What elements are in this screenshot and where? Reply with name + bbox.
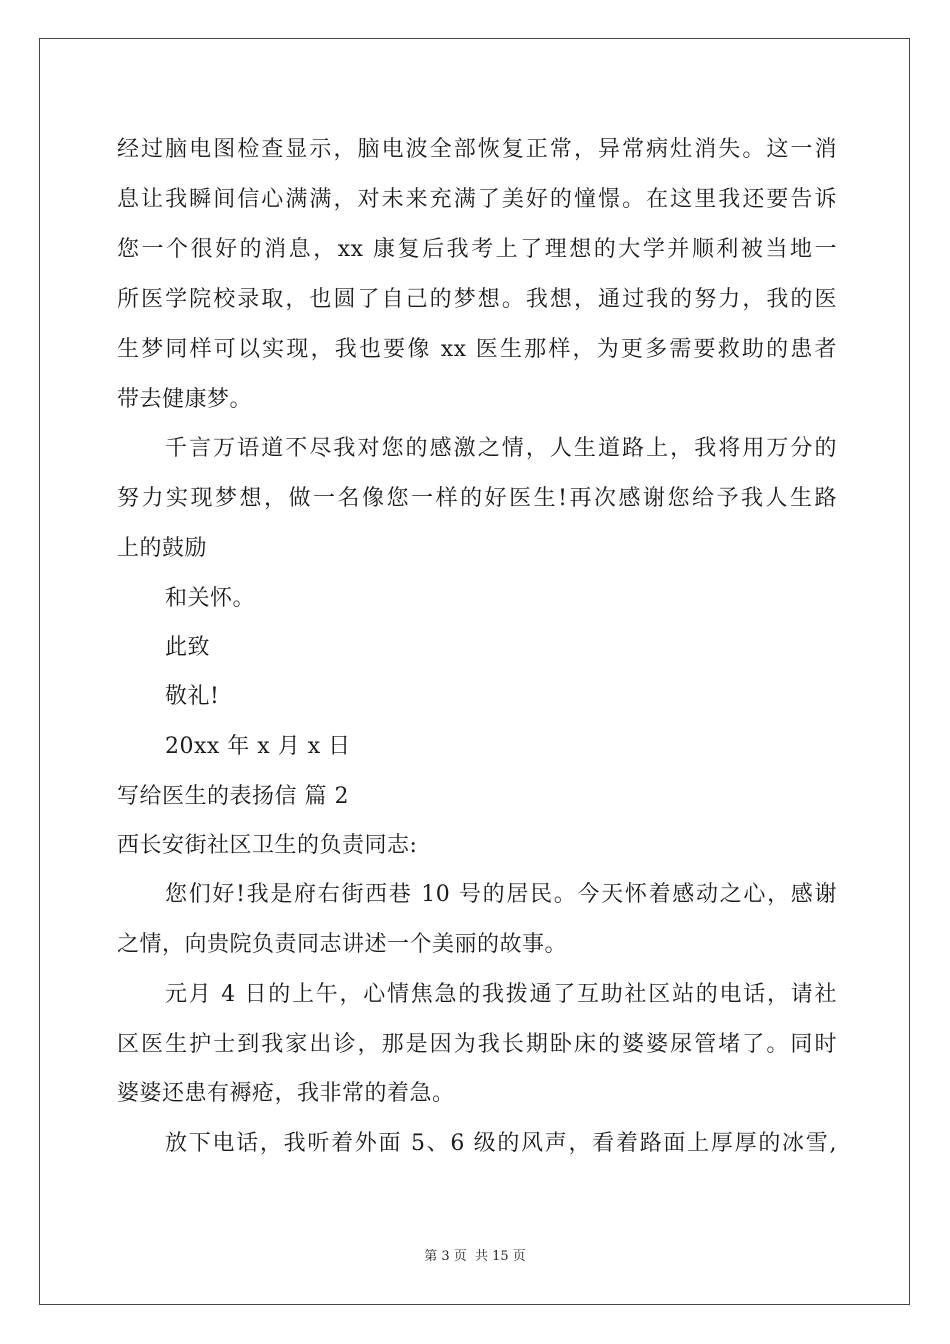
paragraph-line: 您们好!我是府右街西巷 10 号的居民。今天怀着感动之心，感谢: [165, 882, 837, 907]
paragraph-line: 经过脑电图检查显示，脑电波全部恢复正常，异常病灶消失。这一消: [117, 137, 837, 162]
paragraph-line: 婆婆还患有褥疮，我非常的着急。: [117, 1081, 455, 1106]
paragraph-line: 和关怀。: [165, 586, 256, 611]
paragraph-line: 息让我瞬间信心满满，对未来充满了美好的憧憬。在这里我还要告诉: [117, 187, 837, 212]
section-heading: 写给医生的表扬信 篇 2: [117, 784, 349, 809]
page-footer: [0, 1249, 950, 1265]
paragraph-line: 千言万语道不尽我对您的感激之情，人生道路上，我将用万分的: [165, 436, 837, 461]
closing-regards: 敬礼!: [165, 684, 220, 709]
letter-recipient: 西长安街社区卫生的负责同志:: [117, 833, 418, 858]
paragraph-line: 上的鼓励: [117, 536, 208, 561]
closing-salutation: 此致: [165, 635, 211, 660]
page-total: 共 15 页: [474, 1249, 526, 1264]
paragraph-line: 您一个很好的消息，xx 康复后我考上了理想的大学并顺利被当地一: [117, 237, 837, 262]
page-number: 第 3 页: [424, 1249, 467, 1264]
paragraph-line: 区医生护士到我家出诊，那是因为我长期卧床的婆婆尿管堵了。同时: [117, 1032, 837, 1057]
paragraph-line: 放下电话，我听着外面 5、6 级的风声，看着路面上厚厚的冰雪,: [165, 1131, 837, 1156]
paragraph-line: 所医学院校录取，也圆了自己的梦想。我想，通过我的努力，我的医: [117, 287, 837, 312]
paragraph-line: 带去健康梦。: [117, 387, 253, 412]
letter-date: 20xx 年 x 月 x 日: [165, 734, 351, 759]
paragraph-line: 努力实现梦想，做一名像您一样的好医生!再次感谢您给予我人生路: [117, 486, 837, 511]
paragraph-line: 生梦同样可以实现，我也要像 xx 医生那样，为更多需要救助的患者: [117, 337, 837, 362]
paragraph-line: 之情，向贵院负责同志讲述一个美丽的故事。: [117, 932, 568, 957]
page-border: [39, 38, 910, 1305]
paragraph-line: 元月 4 日的上午，心情焦急的我拨通了互助社区站的电话，请社: [165, 982, 837, 1007]
